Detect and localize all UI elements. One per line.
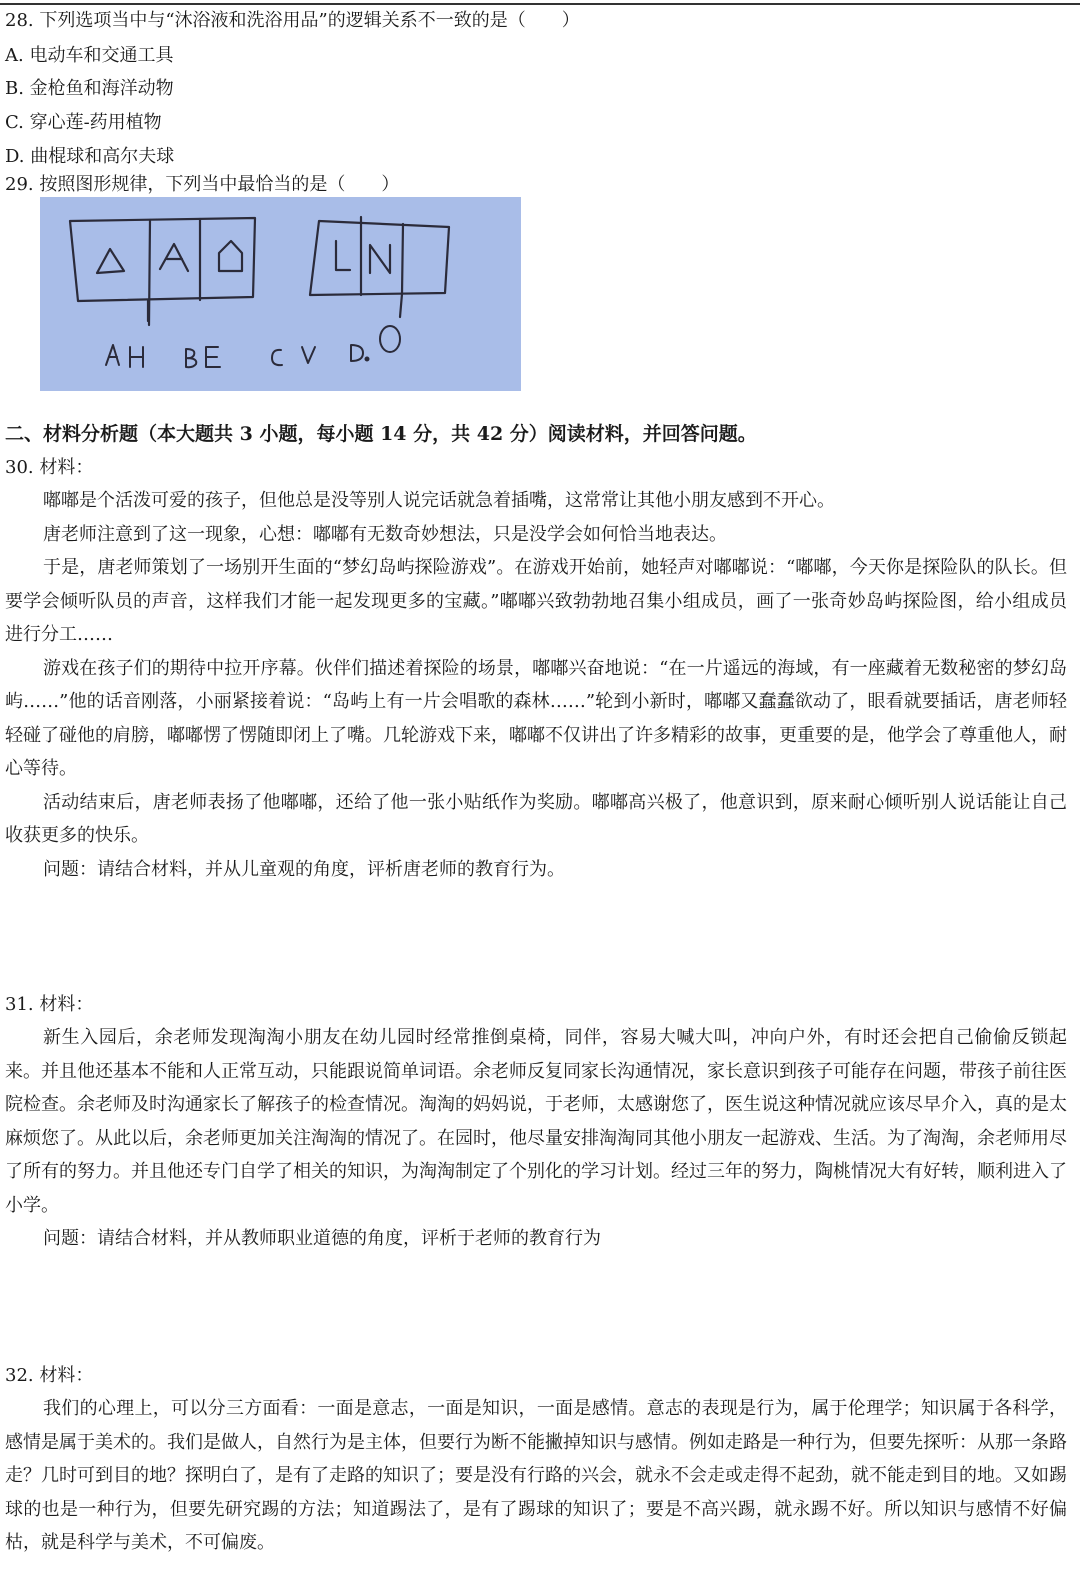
q28-stem: 28. 下列选项当中与“沐浴液和洗浴用品”的逻辑关系不一致的是（ ） [5, 10, 580, 31]
q28-option-d: D. 曲棍球和高尔夫球 [5, 146, 175, 167]
section-2-heading: 二、材料分析题（本大题共 3 小题，每小题 14 分，共 42 分）阅读材料，并回答问题。 [5, 423, 757, 445]
left-grid-divider-1 [149, 220, 150, 325]
q32-paragraph: 我们的心理上，可以分三方面看：一面是意志，一面是知识，一面是感情。意志的表现是行为，属于伦理学；知识属于各科学，感情是属于美术的。我们是做人，自然行为是主体，但要行为断不能撇掉知识与感情。例如走路是一种行为，但要先探听：从那一条路走？几时可到目的地？探明白了，是有了走路的知识了；要是没有行路的兴会，就永不会走或走得不起劲，就不能走到目的地。又如踢球的也是一种行为，但要先研究踢的方法；知道踢法了，是有了踢球的知识了；要是不高兴踢，就永踢不好。所以知识与感情不好偏枯，就是科学与美术，不可偏废。 [5, 1398, 1067, 1553]
q31-label: 31. 材料： [5, 994, 94, 1015]
q30-paragraph: 活动结束后，唐老师表扬了他嘟嘟，还给了他一张小贴纸作为奖励。嘟嘟高兴极了，他意识到，原来耐心倾听别人说话能让自己收获更多的快乐。 [5, 791, 1067, 846]
q30-paragraph: 游戏在孩子们的期待中拉开序幕。伙伴们描述着探险的场景，嘟嘟兴奋地说：“在一片遥远的海域，有一座藏着无数秘密的梦幻岛屿……”他的话音刚落，小丽紧接着说：“岛屿上有一片会唱歌的森林……”轮到小新时，嘟嘟又蠢蠢欲动了，眼看就要插话，唐老师轻轻碰了碰他的肩膀，嘟嘟愣了愣随即闭上了嘴。几轮游戏下来，嘟嘟不仅讲出了许多精彩的故事，更重要的是，他学会了尊重他人，耐心等待。 [5, 657, 1067, 779]
q30-paragraph: 嘟嘟是个活泼可爱的孩子，但他总是没等别人说完话就急着插嘴，这常常让其他小朋友感到不开心。 [43, 490, 835, 511]
house-shape [219, 241, 242, 271]
a-shape [160, 244, 188, 271]
q30-paragraph: 于是，唐老师策划了一场别开生面的“梦幻岛屿探险游戏”。在游戏开始前，她轻声对嘟嘟说：“嘟嘟，今天你是探险队的队长。但要学会倾听队员的声音，这样我们才能一起发现更多的宝藏。”嘟嘟兴致勃勃地召集小组成员，画了一张奇妙岛屿探险图，给小组成员进行分工…… [5, 557, 1067, 645]
right-grid-divider-2 [402, 224, 403, 294]
q28-option-b: B. 金枪鱼和海洋动物 [5, 78, 174, 99]
triangle-shape [97, 249, 124, 273]
q32-label: 32. 材料： [5, 1365, 94, 1386]
q31-question: 问题：请结合材料，并从教师职业道德的角度，评析于老师的教育行为 [43, 1228, 601, 1249]
left-grid-outline [70, 218, 255, 301]
q28-option-c: C. 穿心莲-药用植物 [5, 112, 162, 133]
q31-paragraph: 新生入园后，余老师发现淘淘小朋友在幼儿园时经常推倒桌椅，同伴，容易大喊大叫，冲向户外，有时还会把自己偷偷反锁起来。并且他还基本不能和人正常互动，只能跟说简单词语。余老师反复同家长沟通情况，家长意识到孩子可能存在问题，带孩子前往医院检查。余老师及时沟通家长了解孩子的检查情况。淘淘的妈妈说，于老师，太感谢您了，医生说这种情况就应该尽早介入，真的是太麻烦您了。从此以后，余老师更加关注淘淘的情况了。在园时，他尽量安排淘淘同其他小朋友一起游戏、生活。为了淘淘，余老师用尽了所有的努力。并且他还专门自学了相关的知识，为淘淘制定了个别化的学习计划。经过三年的努力，陶桃情况大有好转，顺利进入了小学。 [5, 1027, 1067, 1216]
q30-label: 30. 材料： [5, 457, 94, 478]
top-rule [0, 3, 1080, 5]
letter-l-shape [336, 241, 350, 270]
q28-option-a: A. 电动车和交通工具 [5, 45, 174, 66]
q30-question: 问题：请结合材料，并从儿童观的角度，评析唐老师的教育行为。 [43, 858, 565, 880]
letter-n-shape [370, 245, 390, 273]
q29-figure-photo [40, 197, 521, 391]
q29-stem: 29. 按照图形规律，下列当中最恰当的是（ ） [5, 174, 400, 195]
q32-material [5, 1392, 1067, 1560]
q31-material [5, 1021, 1067, 1256]
q30-paragraph: 唐老师注意到了这一现象，心想：嘟嘟有无数奇妙想法，只是没学会如何恰当地表达。 [43, 523, 727, 545]
q30-material [5, 484, 1067, 886]
